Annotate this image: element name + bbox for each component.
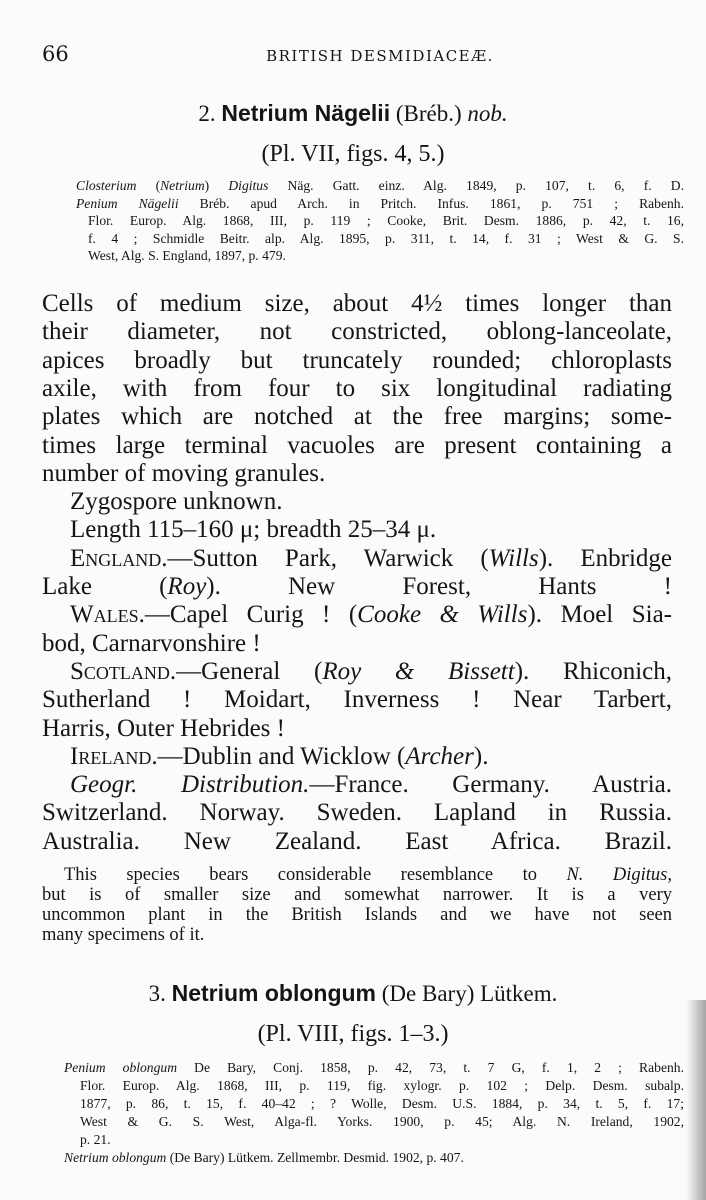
text-segment: Netrium [160, 178, 205, 193]
text-line [70, 516, 672, 543]
text-segment: but is of smaller size and somewhat narrower. It is a very [42, 885, 672, 905]
text-segment: Flor. Europ. Alg. 1868, III, p. 119, fig. xylogr. p. 102 ; Delp. Desm. subalp. [80, 1078, 684, 1093]
text-segment: Harris, Outer Hebrides ! [42, 714, 285, 742]
text-segment: De Bary, Conj. 1858, p. 42, 73, t. 7 G, f. 1, 2 ; Rabenh. [177, 1060, 684, 1075]
text-segment: Flor. Europ. Alg. 1868, III, p. 119 ; Cooke, Brit. Desm. 1886, p. 42, t. 16, [88, 213, 684, 228]
text-line [42, 906, 672, 925]
plate-reference: (Pl. VII, figs. 4, 5.) [261, 141, 445, 167]
text-segment: Näg. Gatt. einz. Alg. 1849, p. 107, t. 6, f. D. [268, 178, 685, 193]
text-segment: Closterium [76, 178, 137, 193]
text-segment: Netrium oblongum [64, 1150, 167, 1165]
text-segment: number of moving granules. [42, 459, 326, 487]
text-segment: bod, Carnarvonshire ! [42, 629, 261, 657]
text-segment: Scotland [70, 657, 170, 685]
text-line [88, 248, 684, 264]
text-segment: plates which are notched at the free margins; some- [42, 403, 672, 431]
text-segment: 1877, p. 86, t. 15, f. 40–42 ; ? Wolle, Desm. U.S. 1884, p. 34, t. 5, f. 17; [80, 1096, 684, 1111]
text-segment: Wales [70, 601, 139, 629]
text-segment: Cells of medium size, about 4½ times longer than [42, 290, 672, 317]
text-segment: Penium oblongum [64, 1060, 178, 1075]
text-segment: Digitus [228, 178, 269, 193]
text-line [42, 290, 672, 317]
text-line [42, 799, 672, 826]
text-line [42, 318, 672, 345]
text-segment: ). Moel Sia- [527, 601, 672, 629]
text-segment: apices broadly but truncately rounded; chloroplasts [42, 346, 672, 374]
text-segment: Zygospore unknown. [70, 488, 283, 516]
text-line [80, 1114, 684, 1130]
text-segment: N. Digitus, [566, 865, 672, 885]
text-segment: Wills [488, 544, 539, 572]
text-segment: —France. Germany. Austria. [309, 771, 672, 799]
text-line [42, 926, 672, 945]
species-authority-suffix: nob. [467, 101, 508, 126]
text-segment: axile, with from four to six longitudinal radiating [42, 374, 672, 402]
text-segment: ). New Forest, Hants ! [206, 573, 672, 600]
text-segment: their diameter, not constricted, oblong-lanceolate, [42, 318, 672, 346]
text-segment: many specimens of it. [42, 925, 205, 945]
text-line [80, 1096, 684, 1112]
text-line [76, 196, 684, 212]
text-segment: Roy [167, 573, 207, 600]
species-name: Netrium oblongum [171, 980, 377, 1006]
text-line [64, 866, 672, 885]
page-edge-shadow [686, 1000, 706, 1200]
text-line [70, 743, 672, 770]
text-line [42, 686, 672, 713]
species-number: 2. [198, 101, 216, 126]
text-segment: Archer [405, 742, 474, 770]
text-line [76, 178, 684, 194]
text-line [42, 886, 672, 905]
text-segment: Cooke & Wills [357, 601, 528, 629]
text-line [42, 630, 672, 657]
text-line [80, 1078, 684, 1094]
text-line [42, 432, 672, 459]
text-line [70, 658, 672, 685]
text-segment: Length 115–160 μ; breadth 25–34 μ. [70, 516, 437, 544]
text-segment: uncommon plant in the British Islands and we have not seen [42, 905, 672, 925]
text-line [70, 488, 672, 515]
text-segment: p. 21. [80, 1132, 111, 1147]
text-segment: Australia. New Zealand. East Africa. Brazil. [42, 827, 672, 855]
text-line [42, 715, 672, 742]
text-segment: Sutherland ! Moidart, Inverness ! Near Tarbert, [42, 686, 672, 714]
text-segment: West & G. S. West, Alga-fl. Yorks. 1900, p. 45; Alg. N. Ireland, 1902, [80, 1114, 684, 1129]
text-line [42, 573, 672, 600]
text-line [88, 213, 684, 229]
species-title [0, 980, 706, 1007]
text-segment: ). [473, 742, 489, 770]
text-segment: .—Dublin and Wicklow ( [151, 742, 406, 770]
text-segment: Roy & Bissett [322, 657, 515, 685]
text-segment: West, Alg. S. England, 1897, p. 479. [88, 248, 286, 263]
text-segment: ( [136, 178, 161, 193]
text-segment: Ireland [70, 742, 152, 770]
text-line [42, 375, 672, 402]
text-line [70, 545, 672, 572]
text-segment: ). Rhiconich, [514, 657, 672, 685]
species-number: 3. [148, 981, 166, 1006]
plate-reference: (Pl. VIII, figs. 1–3.) [257, 1021, 449, 1047]
text-segment: ). Enbridge [538, 544, 672, 572]
text-segment: ) [204, 178, 229, 193]
text-line [70, 601, 672, 628]
species-authority: (Bréb.) [395, 101, 462, 126]
text-segment: Geogr. Distribution. [70, 771, 310, 799]
text-segment: .—General ( [169, 657, 323, 685]
text-segment: .—Capel Curig ! ( [138, 601, 358, 629]
text-line [42, 403, 672, 430]
text-segment: Penium Nägelii [76, 195, 179, 211]
page-number: 66 [42, 42, 69, 66]
text-line [64, 1150, 684, 1166]
text-segment: times large terminal vacuoles are present containing a [42, 431, 672, 459]
text-segment: .—Sutton Park, Warwick ( [161, 544, 489, 572]
species-name: Netrium Nägelii [221, 100, 391, 126]
text-line [42, 828, 672, 855]
text-segment: England [70, 544, 162, 572]
text-segment: Switzerland. Norway. Sweden. Lapland in Russia. [42, 799, 672, 827]
text-segment: (De Bary) Lütkem. Zellmembr. Desmid. 1902, p. 407. [166, 1150, 464, 1165]
running-head: BRITISH DESMIDIACEÆ. [266, 47, 494, 65]
text-line [88, 231, 684, 247]
text-line [42, 460, 672, 487]
text-line [70, 771, 672, 798]
text-line [42, 347, 672, 374]
text-line [64, 1060, 684, 1076]
species-title [0, 100, 706, 127]
text-segment: Lake ( [42, 573, 168, 600]
text-line [80, 1132, 684, 1148]
text-segment: f. 4 ; Schmidle Beitr. alp. Alg. 1895, p. 311, t. 14, f. 31 ; West & G. S. [88, 230, 684, 246]
text-segment: This species bears considerable resemblance to [64, 865, 567, 885]
species-authority: (De Bary) Lütkem. [381, 981, 558, 1006]
text-segment: Bréb. apud Arch. in Pritch. Infus. 1861, p. 751 ; Rabenh. [178, 195, 684, 211]
